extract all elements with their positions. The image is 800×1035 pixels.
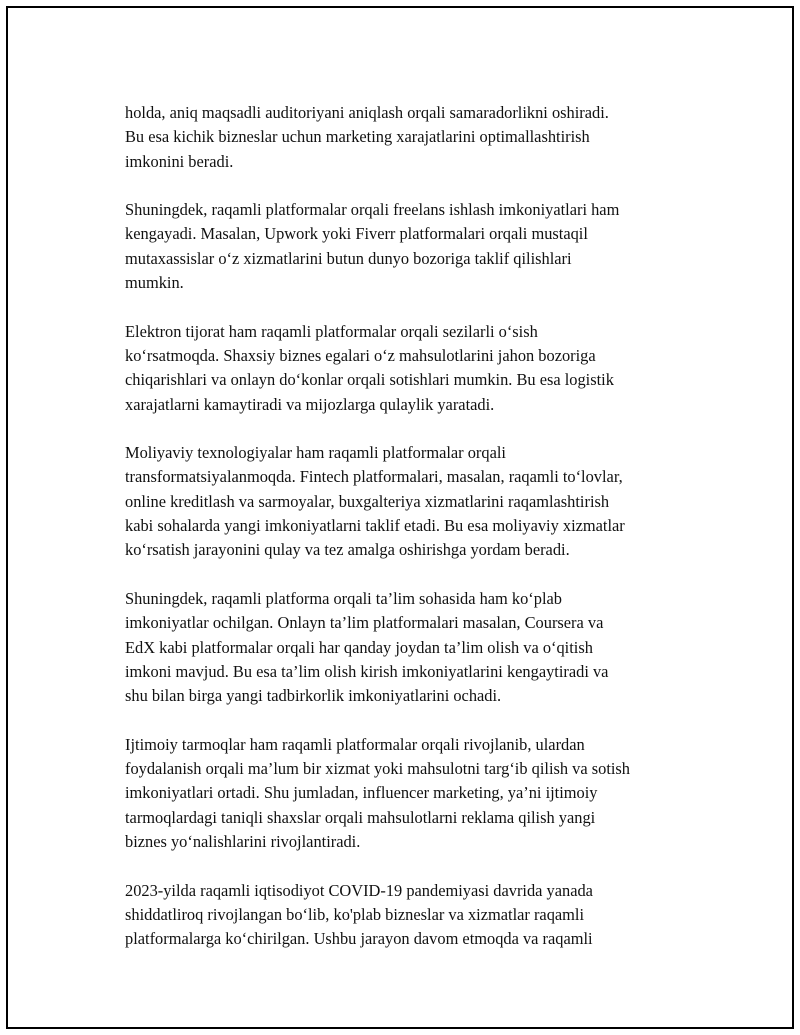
document-body xyxy=(125,101,695,976)
text-line: imkoni mavjud. Bu esa ta’lim olish kirish imkoniyatlarini kengaytiradi va xyxy=(125,661,609,681)
text-line: biznes yo‘nalishlarini rivojlantiradi. xyxy=(125,831,361,851)
text-line: imkoniyatlari ortadi. Shu jumladan, influencer marketing, ya’ni ijtimoiy xyxy=(125,783,598,803)
text-line: shiddatliroq rivojlangan bo‘lib, ko'plab bizneslar va xizmatlar raqamli xyxy=(125,904,585,924)
text-line: Shuningdek, raqamli platforma orqali ta’lim sohasida ham ko‘plab xyxy=(125,588,562,608)
text-line: Ijtimoiy tarmoqlar ham raqamli platformalar orqali rivojlanib, ulardan xyxy=(125,734,585,754)
text-line: Shuningdek, raqamli platformalar orqali freelans ishlash imkoniyatlari ham xyxy=(125,200,620,220)
text-line: ko‘rsatmoqda. Shaxsiy biznes egalari o‘z mahsulotlarini jahon bozoriga xyxy=(125,345,596,365)
text-line: Elektron tijorat ham raqamli platformalar orqali sezilarli o‘sish xyxy=(125,321,538,341)
paragraph-4 xyxy=(125,441,695,562)
text-line: platformalarga ko‘chirilgan. Ushbu jarayon davom etmoqda va raqamli xyxy=(125,929,593,949)
text-line: imkonini beradi. xyxy=(125,151,234,171)
paragraph-1 xyxy=(125,101,695,174)
paragraph-5 xyxy=(125,587,695,708)
text-line: Bu esa kichik bizneslar uchun marketing xarajatlarini optimallashtirish xyxy=(125,127,590,147)
paragraph-6 xyxy=(125,733,695,854)
text-line: imkoniyatlar ochilgan. Onlayn ta’lim platformalari masalan, Coursera va xyxy=(125,613,604,633)
page-border xyxy=(6,6,794,1029)
text-line: foydalanish orqali ma’lum bir xizmat yoki mahsulotni targ‘ib qilish va sotish xyxy=(125,759,631,779)
text-line: kabi sohalarda yangi imkoniyatlarni taklif etadi. Bu esa moliyaviy xizmatlar xyxy=(125,516,625,536)
text-line: shu bilan birga yangi tadbirkorlik imkoniyatlarini ochadi. xyxy=(125,686,502,706)
paragraph-3 xyxy=(125,320,695,417)
text-line: holda, aniq maqsadli auditoriyani aniqlash orqali samaradorlikni oshiradi. xyxy=(125,103,609,122)
text-line: mumkin. xyxy=(125,273,184,293)
text-line: transformatsiyalanmoqda. Fintech platformalari, masalan, raqamli to‘lovlar, xyxy=(125,467,623,487)
text-line: ko‘rsatish jarayonini qulay va tez amalga oshirishga yordam beradi. xyxy=(125,540,570,560)
text-line: Moliyaviy texnologiyalar ham raqamli platformalar orqali xyxy=(125,443,506,463)
text-line: chiqarishlari va onlayn do‘konlar orqali sotishlari mumkin. Bu esa logistik xyxy=(125,370,614,390)
text-line: tarmoqlardagi taniqli shaxslar orqali mahsulotlarni reklama qilish yangi xyxy=(125,807,596,827)
text-line: EdX kabi platformalar orqali har qanday joydan ta’lim olish va o‘qitish xyxy=(125,637,593,657)
text-line: 2023-yilda raqamli iqtisodiyot COVID-19 pandemiyasi davrida yanada xyxy=(125,880,593,900)
text-line: kengayadi. Masalan, Upwork yoki Fiverr platformalari orqali mustaqil xyxy=(125,224,588,244)
text-line: mutaxassislar o‘z xizmatlarini butun dunyo bozoriga taklif qilishlari xyxy=(125,248,572,268)
text-line: xarajatlarni kamaytiradi va mijozlarga qulaylik yaratadi. xyxy=(125,394,495,414)
paragraph-2 xyxy=(125,198,695,295)
text-line: online kreditlash va sarmoyalar, buxgalteriya xizmatlarini raqamlashtirish xyxy=(125,491,610,511)
paragraph-7 xyxy=(125,879,695,952)
